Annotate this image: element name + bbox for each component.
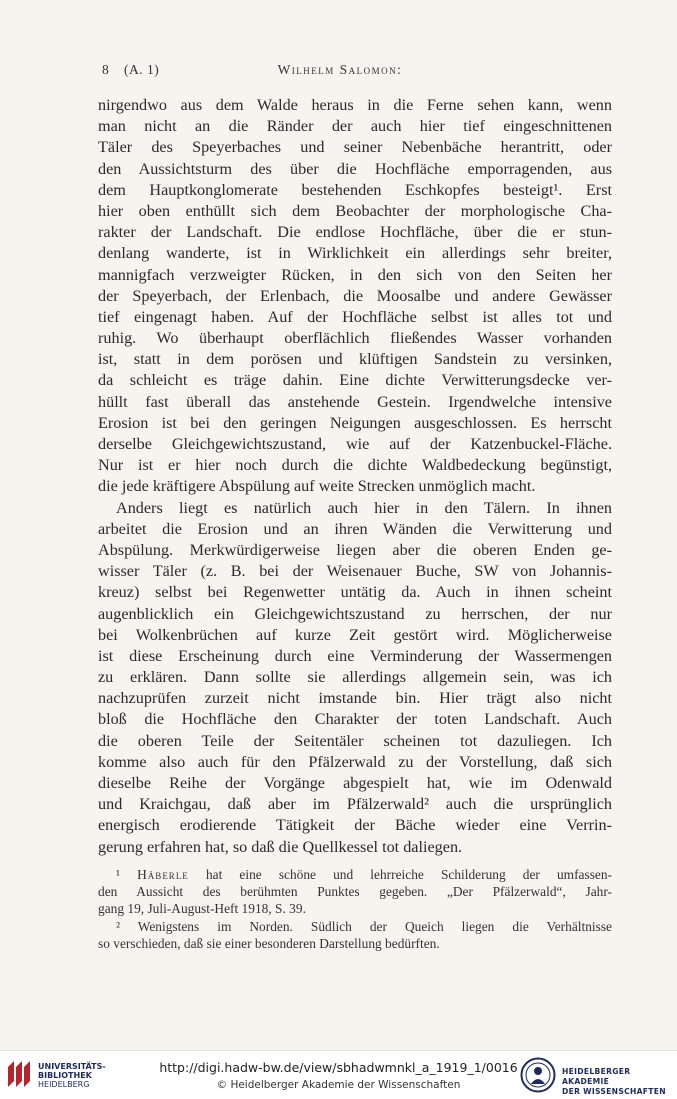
text-line: die jede kräftigere Abspülung auf weite Strecken unmöglich macht. [98, 477, 536, 496]
library-logo-text: UNIVERSITÄTS- BIBLIOTHEK HEIDELBERG [38, 1062, 106, 1089]
text-line: dieselbe Reihe der Vorgänge abgespielt hat, wie im Odenwald [98, 774, 612, 792]
text-line: wisser Täler (z. B. bei der Weisenauer Buche, SW von Johannis- [98, 562, 612, 581]
academy-logo-text: HEIDELBERGER AKADEMIE DER WISSENSCHAFTEN [562, 1067, 666, 1096]
text-line: hüllt fast überall das anstehende Gestein. Irgendwelche intensive [98, 392, 612, 411]
text-line: Nur ist er hier noch durch die dichte Waldbedeckung begünstigt, [98, 456, 612, 475]
text-line: mannigfach verzweigter Rücken, in den sich von den Seiten her [98, 265, 612, 284]
text-line: nachzuprüfen zurzeit nicht imstande bin. Hier trägt also nicht [98, 689, 612, 708]
text-line: rakter der Landschaft. Die endlose Hochfläche, über die er stun- [98, 223, 612, 242]
permalink-url[interactable]: http://digi.hadw-bw.de/view/sbhadwmnkl_a_1919_1/0016 [159, 1060, 518, 1075]
body-text [98, 95, 612, 858]
text-line: und Kraichgau, daß aber im Pfälzerwald² auch die ursprünglich [98, 795, 612, 814]
text-line: da schleicht es träge dahin. Eine dichte Verwitterungsdecke ver- [98, 371, 612, 390]
text-line: hier oben enthüllt sich dem Beobachter der morphologische Cha- [98, 201, 612, 220]
text-line: dem Hauptkonglomerate bestehenden Eschkopfes besteigt¹. Erst [98, 180, 612, 199]
footnote-2-line: so verschieden, daß sie einer besonderen Darstellung bedürften. [98, 935, 440, 951]
text-line: energisch erodierende Tätigkeit der Bäche wieder eine Verrin- [98, 816, 612, 835]
text-line: nirgendwo aus dem Walde heraus in die Ferne sehen kann, wenn [98, 96, 612, 114]
text-line: die oberen Teile der Seitentäler scheinen tot dazuliegen. Ich [98, 731, 612, 750]
footnote-1-line: gang 19, Juli-August-Heft 1918, S. 39. [98, 901, 306, 917]
text-line: Erosion ist bei den geringen Neigungen ausgeschlossen. Es herrscht [98, 413, 612, 432]
academy-seal-icon [520, 1057, 556, 1093]
text-line: man nicht an die Ränder der auch hier tief eingeschnittenen [98, 117, 612, 136]
text-line: denlang wanderte, ist in Wirklichkeit ein allerdings sehr breiter, [98, 244, 612, 263]
footnote-2-line: ² Wenigstens im Norden. Südlich der Queich liegen die Verhältnisse [116, 918, 612, 934]
text-line: bloß die Hochfläche den Charakter der toten Landschaft. Auch [98, 710, 612, 729]
text-line: Anders liegt es natürlich auch hier in den Tälern. In ihnen [116, 498, 612, 517]
text-line: ist diese Erscheinung durch eine Verminderung der Wassermengen [98, 646, 612, 665]
section-reference: (A. 1) [124, 62, 160, 77]
text-line: augenblicklich ein Gleichgewichtszustand zu herrschen, der nur [98, 604, 612, 623]
text-line: gerung erfahren hat, so daß die Quellkessel tot daliegen. [98, 837, 463, 856]
footnote-1-line: den Aussicht des berühmten Punktes gegeben. „Der Pfälzerwald“, Jahr- [98, 884, 612, 900]
footnote-1-line: ¹ Häberle hat eine schöne und lehrreiche Schilderung der umfassen- [116, 867, 613, 882]
footnotes [98, 866, 612, 952]
text-line: Abspülung. Merkwürdigerweise liegen aber die oberen Enden ge- [98, 540, 612, 559]
footnote-author: Häberle [137, 867, 189, 882]
text-line: kreuz) selbst bei Regenwetter untätig da. Auch in ihnen scheint [98, 583, 612, 602]
running-title: Wilhelm Salomon: [277, 62, 403, 77]
text-line: derselbe Gleichgewichtszustand, wie auf der Katzenbuckel-Fläche. [98, 435, 612, 453]
text-line: arbeitet die Erosion und an ihren Wänden die Verwitterung und [98, 519, 612, 538]
page-number: 8 [102, 62, 110, 77]
viewer-footer [0, 1050, 677, 1099]
text-line: den Aussichtsturm des über die Hochfläche emporragenden, aus [98, 159, 612, 178]
academy-logo[interactable] [520, 1057, 672, 1096]
text-line: ruhig. Wo überhaupt oberflächlich fließendes Wasser vorhanden [98, 329, 612, 348]
text-line: Täler des Speyerbaches und seiner Nebenbäche herantritt, oder [98, 138, 612, 157]
text-line: bei Wolkenbrüchen auf kurze Zeit gestört wird. Möglicherweise [98, 625, 612, 644]
text-line: zu erklären. Dann sollte sie allerdings allgemein sein, was ich [98, 668, 612, 687]
copyright-notice: © Heidelberger Akademie der Wissenschaften [216, 1079, 461, 1091]
text-line: ist, statt in dem porösen und klüftigen Sandstein zu versinken, [98, 350, 612, 369]
text-line: tief eingenagt haben. Auf der Hochfläche selbst ist alles tot und [98, 307, 612, 326]
text-line: der Speyerbach, der Erlenbach, die Moosalbe und andere Gewässer [98, 286, 612, 305]
text-line: komme also auch für den Pfälzerwald zu der Vorstellung, daß sich [98, 752, 612, 771]
running-header [100, 62, 580, 82]
